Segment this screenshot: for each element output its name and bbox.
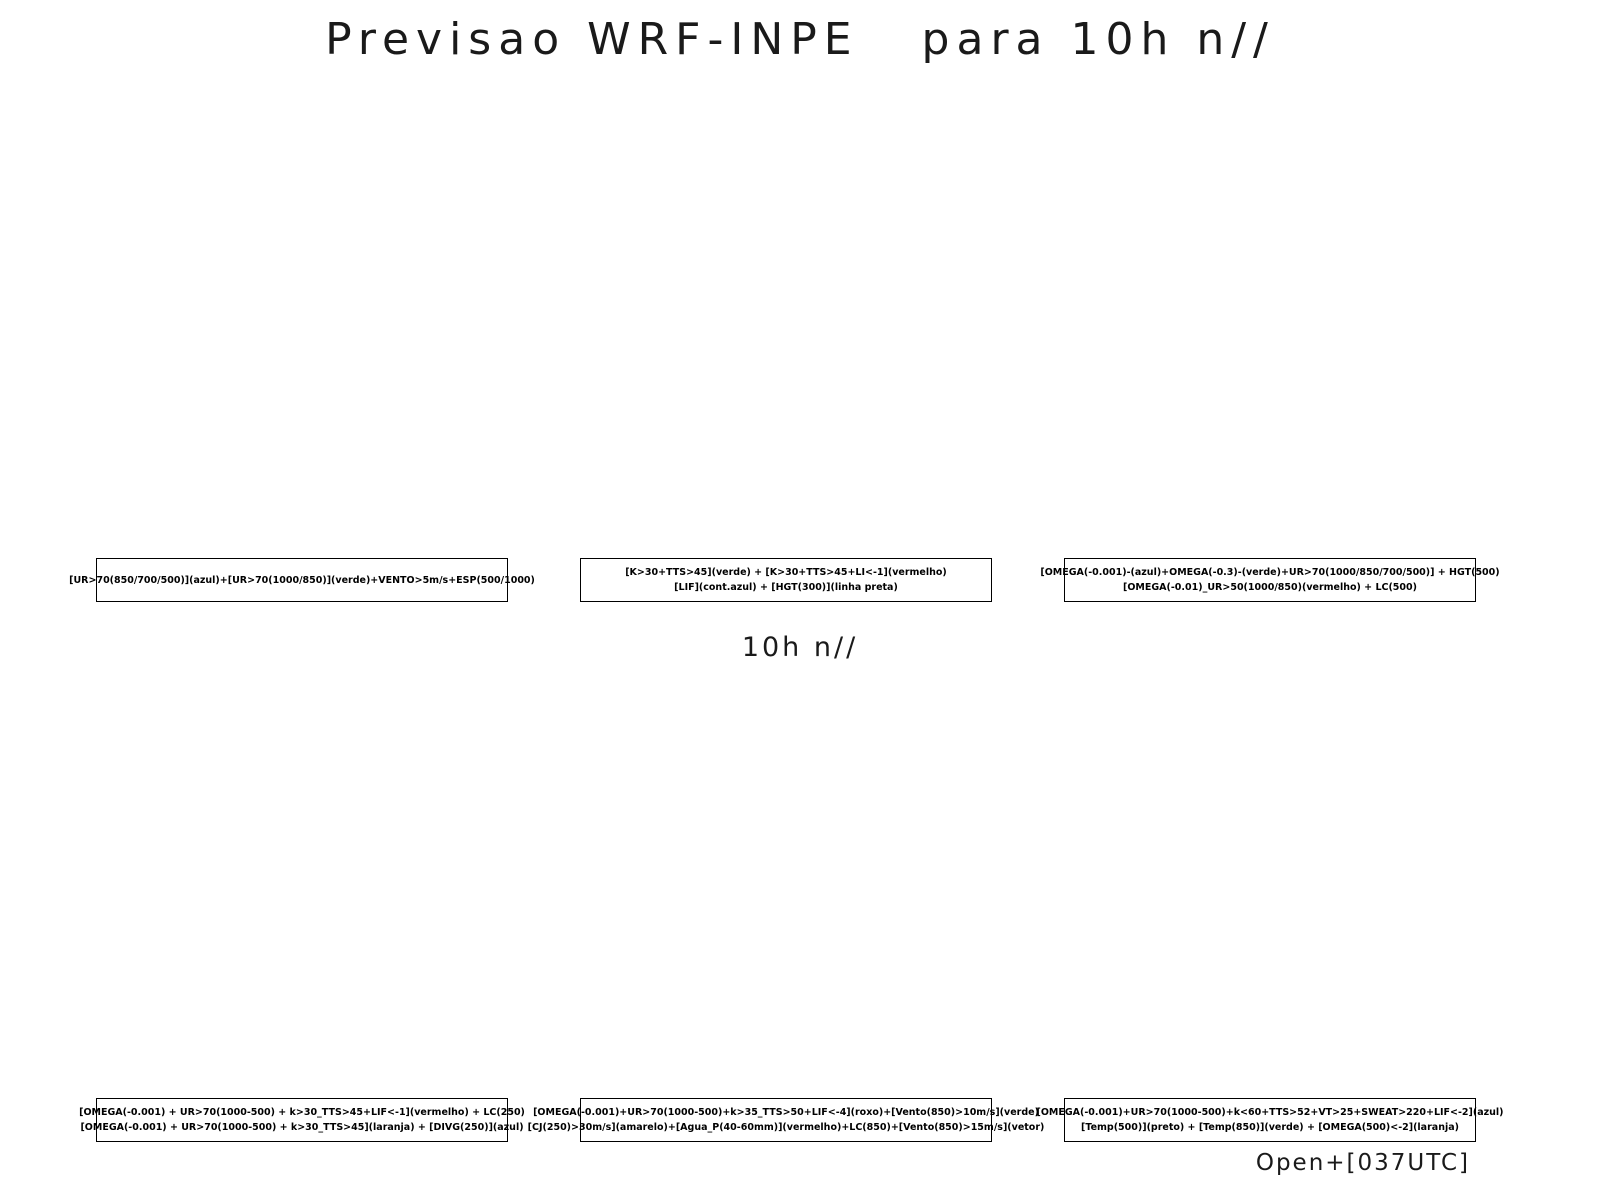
legend-line: [OMEGA(-0.001)+UR>70(1000-500)+k>35_TTS>50+LIF<-4](roxo)+[Vento(850)>10m/s](verde) bbox=[533, 1107, 1039, 1118]
legend-box-bottom-right bbox=[1036, 1098, 1504, 1142]
legend-line: [UR>70(850/700/500)](azul)+[UR>70(1000/850)](verde)+VENTO>5m/s+ESP(500/1000) bbox=[69, 574, 535, 586]
legend-line: [CJ(250)>30m/s](amarelo)+[Agua_P(40-60mm)](vermelho)+LC(850)+[Vento(850)>15m/s](vetor) bbox=[527, 1122, 1045, 1133]
legend-line: [K>30+TTS>45](verde) + [K>30+TTS>45+LI<-1](vermelho) bbox=[625, 567, 947, 578]
legend-line: [OMEGA(-0.01)_UR>50(1000/850)(vermelho) + LC(500) bbox=[1123, 582, 1417, 593]
legend-line: [OMEGA(-0.001) + UR>70(1000-500) + k>30_TTS>45](laranja) + [DIVG(250)](azul) bbox=[80, 1122, 524, 1133]
panel-top-right bbox=[1064, 110, 1476, 550]
legend-box-top-left bbox=[69, 558, 535, 602]
legend-box-bottom-left bbox=[79, 1098, 525, 1142]
panel-top-center bbox=[580, 110, 992, 550]
legend-line: [OMEGA(-0.001)+UR>70(1000-500)+k<60+TTS>52+VT>25+SWEAT>220+LIF<-2](azul) bbox=[1036, 1107, 1504, 1118]
legend-line: [Temp(500)](preto) + [Temp(850)](verde) + [OMEGA(500)<-2](laranja) bbox=[1081, 1122, 1459, 1133]
legend-box-bottom-center bbox=[527, 1098, 1045, 1142]
panel-bottom-center bbox=[580, 680, 992, 1090]
corner-stamp: Open+[037UTC] bbox=[1255, 1150, 1470, 1176]
legend-line: [OMEGA(-0.001)-(azul)+OMEGA(-0.3)-(verde)+UR>70(1000/850/700/500)] + HGT(500) bbox=[1040, 567, 1500, 578]
center-caption: 10h n// bbox=[741, 632, 859, 663]
legend-box-top-right bbox=[1040, 558, 1500, 602]
panel-top-left bbox=[96, 110, 508, 550]
panel-bottom-left bbox=[96, 680, 508, 1090]
legend-line: [LIF](cont.azul) + [HGT(300)](linha preta) bbox=[674, 582, 898, 593]
page-title: Previsao WRF-INPE para 10h n// bbox=[325, 14, 1275, 65]
legend-line: [OMEGA(-0.001) + UR>70(1000-500) + k>30_TTS>45+LIF<-1](vermelho) + LC(250) bbox=[79, 1107, 525, 1118]
panel-bottom-right bbox=[1064, 680, 1476, 1090]
legend-box-top-center bbox=[580, 558, 992, 602]
